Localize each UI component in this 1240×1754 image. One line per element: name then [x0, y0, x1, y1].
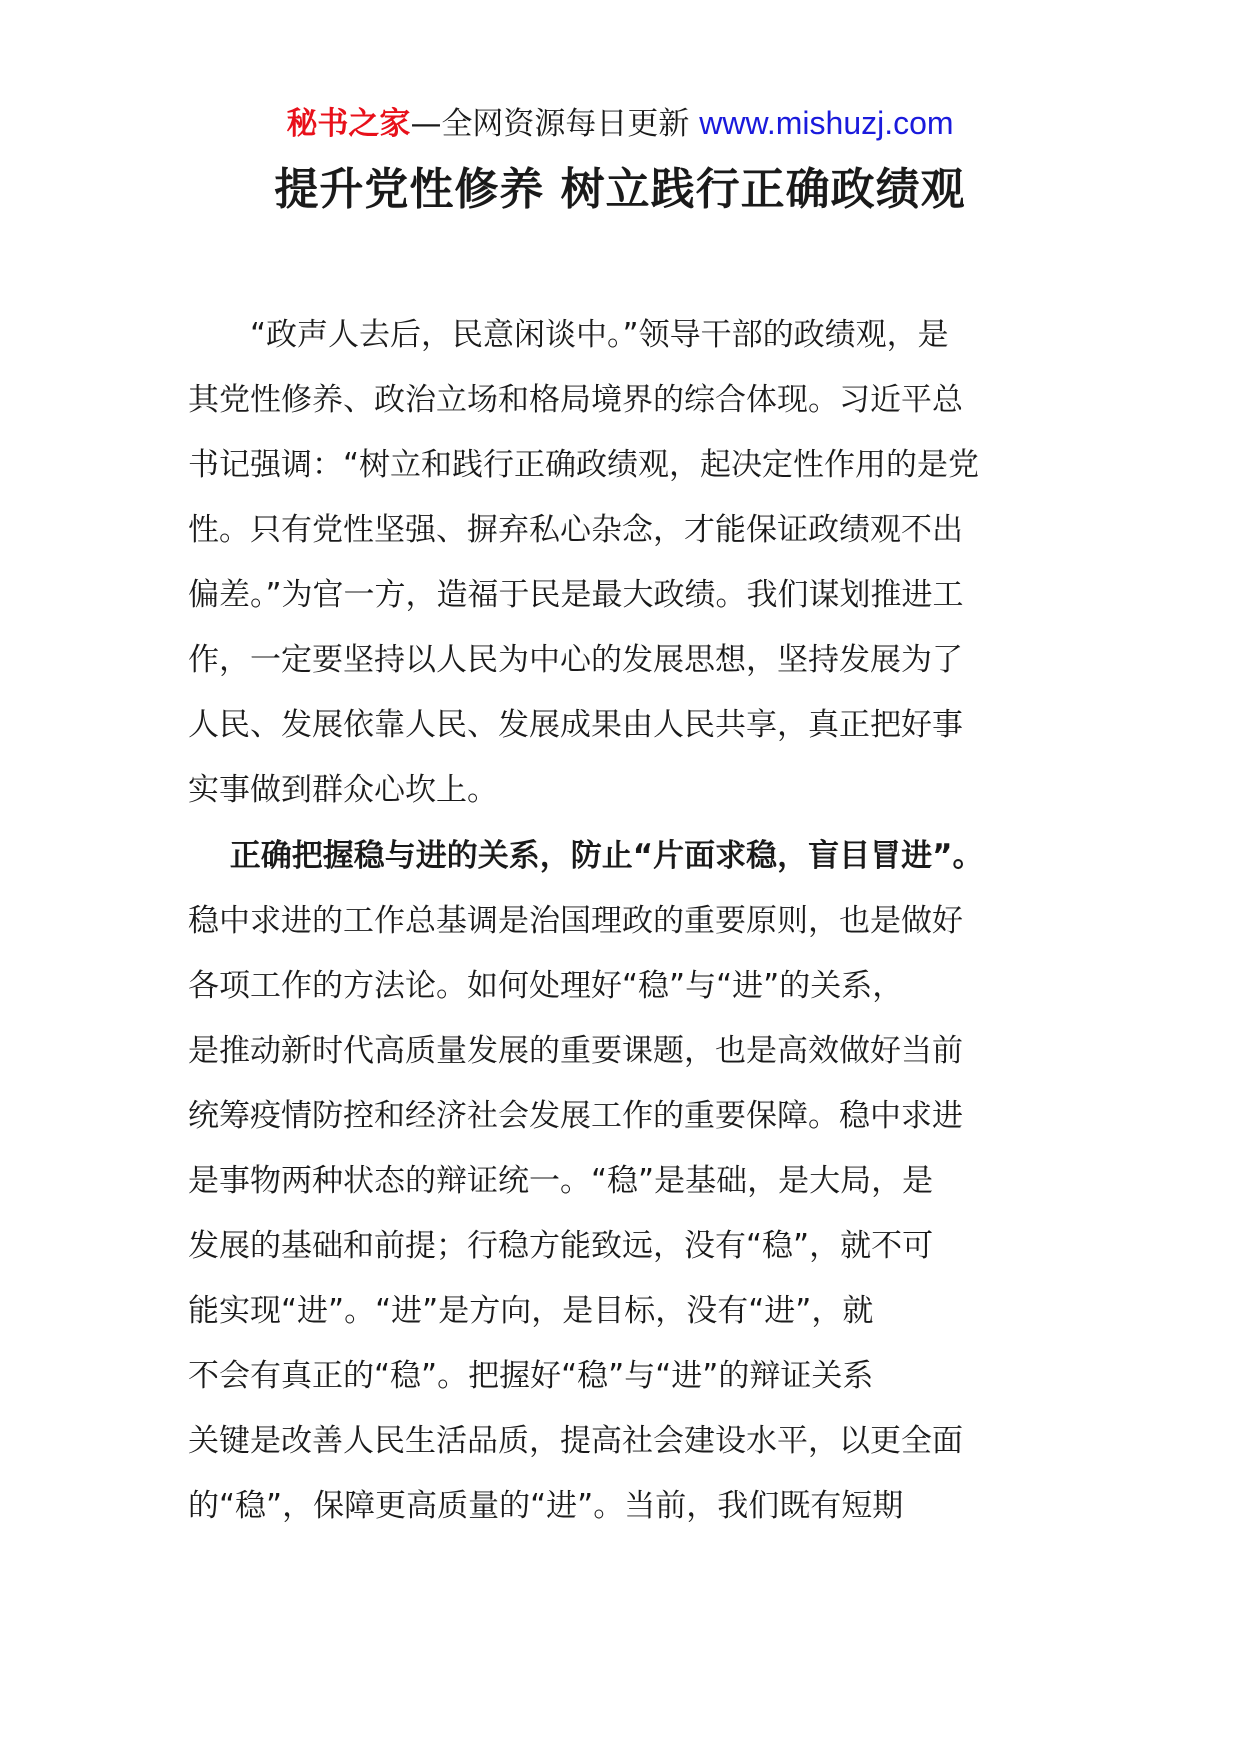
section-heading: 正确把握稳与进的关系，防止“片面求稳，盲目冒进”。 [188, 838, 984, 874]
text-line: 是事物两种状态的辩证统一。“稳”是基础，是大局，是 [188, 1163, 934, 1199]
text-line: 能实现“进”。“进”是方向，是目标，没有“进”，就 [188, 1293, 874, 1329]
text-line: 发展的基础和前提；行稳方能致远，没有“稳”，就不可 [188, 1228, 934, 1264]
site-header [0, 103, 1240, 144]
text-line: 的“稳”，保障更高质量的“进”。当前，我们既有短期 [188, 1488, 904, 1524]
text-line: 偏差。”为官一方，造福于民是最大政绩。我们谋划推进工 [188, 577, 964, 613]
text-line: 人民、发展依靠人民、发展成果由人民共享，真正把好事 [188, 707, 963, 743]
text-line: 关键是改善人民生活品质，提高社会建设水平，以更全面 [188, 1423, 963, 1459]
text-line: 其党性修养、政治立场和格局境界的综合体现。习近平总 [188, 382, 963, 418]
text-line: 实事做到群众心坎上。 [188, 772, 498, 808]
text-line: 性。只有党性坚强、摒弃私心杂念，才能保证政绩观不出 [188, 512, 963, 548]
text-line: 稳中求进的工作总基调是治国理政的重要原则，也是做好 [188, 903, 963, 939]
document-title: 提升党性修养 树立践行正确政绩观 [274, 164, 966, 215]
text-line: 作，一定要坚持以人民为中心的发展思想，坚持发展为了 [188, 642, 963, 678]
text-line: 书记强调：“树立和践行正确政绩观，起决定性作用的是党 [188, 447, 980, 483]
text-line: 不会有真正的“稳”。把握好“稳”与“进”的辩证关系 [188, 1358, 874, 1394]
brand-name: 秘书之家 [286, 106, 411, 142]
text-line: “政声人去后，民意闲谈中。”领导干部的政绩观，是 [188, 317, 949, 353]
site-tagline: —全网资源每日更新 [410, 106, 690, 142]
paragraph-1 [188, 303, 1058, 823]
site-url-link[interactable]: www.mishuzj.com [699, 105, 954, 141]
text-line: 是推动新时代高质量发展的重要课题，也是高效做好当前 [188, 1033, 963, 1069]
text-line: 各项工作的方法论。如何处理好“稳”与“进”的关系， [188, 968, 904, 1004]
paragraph-2 [188, 824, 1058, 1539]
text-line: 统筹疫情防控和经济社会发展工作的重要保障。稳中求进 [188, 1098, 963, 1134]
